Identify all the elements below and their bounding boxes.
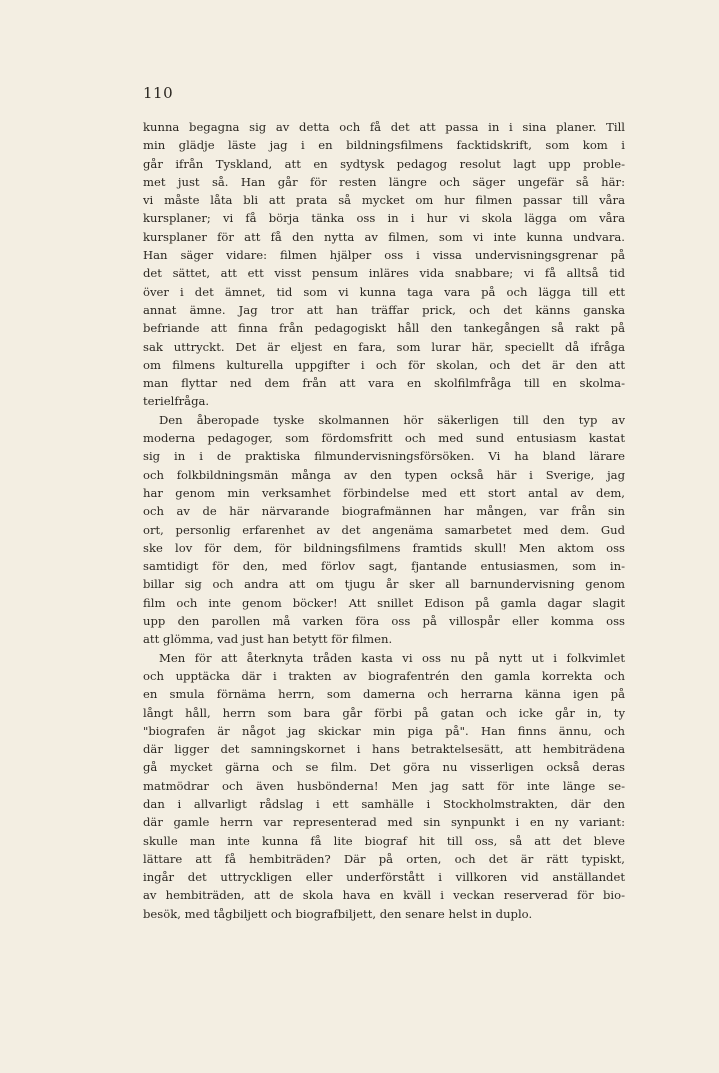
text-line: vi måste låta bli att prata så mycket om hur filmen passar till våra <box>143 193 625 208</box>
text-line: befriande att finna från pedagogiskt håll den tankegången så rakt på <box>143 321 625 336</box>
text-line: ingår det uttryckligen eller underförstått i villkoren vid anställandet <box>143 870 625 885</box>
text-line: kursplaner; vi få börja tänka oss in i hur vi skola lägga om våra <box>143 211 625 226</box>
paragraph <box>143 411 625 649</box>
text-line: en smula förnäma herrn, som damerna och herrarna känna igen på <box>143 687 625 702</box>
text-line: Den åberopade tyske skolmannen hör säkerligen till den typ av <box>159 412 625 427</box>
text-line: met just så. Han går för resten längre och säger ungefär så här: <box>143 174 625 189</box>
body-text <box>143 118 625 923</box>
text-line: samtidigt för den, med förlov sagt, fjantande entusiasmen, som in- <box>143 559 625 574</box>
text-line: min glädje läste jag i en bildningsfilmens facktidskrift, som kom i <box>143 138 625 153</box>
text-line: film och inte genom böcker! Att snillet Edison på gamla dagar slagit <box>143 595 625 610</box>
text-line: och upptäcka där i trakten av biografentrén den gamla korrekta och <box>143 668 625 683</box>
text-line: kursplaner för att få den nytta av filmen, som vi inte kunna undvara. <box>143 229 625 244</box>
text-line: det sättet, att ett visst pensum inläres vida snabbare; vi få alltså tid <box>143 266 625 281</box>
text-line: gå mycket gärna och se film. Det göra nu visserligen också deras <box>143 760 625 775</box>
text-line: lättare att få hembiträden? Där på orten, och det är rätt typiskt, <box>143 851 625 866</box>
text-line: matmödrar och även husbönderna! Men jag satt för inte länge se- <box>143 778 625 793</box>
page-number: 110 <box>143 84 174 102</box>
paragraph <box>143 649 625 923</box>
text-line: upp den parollen må varken föra oss på villospår eller komma oss <box>143 614 625 629</box>
text-line: att glömma, vad just han betytt för filmen. <box>143 632 393 647</box>
text-line: går ifrån Tyskland, att en sydtysk pedagog resolut lagt upp proble- <box>143 156 625 171</box>
text-line: och folkbildningsmän många av den typen också här i Sverige, jag <box>143 467 625 482</box>
text-line: man flyttar ned dem från att vara en skolfilmfråga till en skolma- <box>143 376 625 391</box>
text-line: och av de här närvarande biografmännen har mången, var från sin <box>143 504 625 519</box>
text-line: sak uttryckt. Det är eljest en fara, som lurar här, speciellt då ifråga <box>143 339 625 354</box>
text-line: sig in i de praktiska filmundervisningsförsöken. Vi ha bland lärare <box>143 449 625 464</box>
text-line: långt håll, herrn som bara går förbi på gatan och icke går in, ty <box>143 705 625 720</box>
text-line: där gamle herrn var representerad med sin synpunkt i en ny variant: <box>143 815 625 830</box>
text-line: om filmens kulturella uppgifter i och för skolan, och det är den att <box>143 357 625 372</box>
text-line: annat ämne. Jag tror att han träffar prick, och det känns ganska <box>143 302 625 317</box>
text-line: av hembiträden, att de skola hava en kväll i veckan reserverad för bio- <box>143 888 625 903</box>
text-line: moderna pedagoger, som fördomsfritt och med sund entusiasm kastat <box>143 431 625 446</box>
text-line: ske lov för dem, för bildningsfilmens framtids skull! Men aktom oss <box>143 540 625 555</box>
text-line: skulle man inte kunna få lite biograf hit till oss, så att det bleve <box>143 833 625 848</box>
text-line: ort, personlig erfarenhet av det angenäma samarbetet med dem. Gud <box>143 522 625 537</box>
text-line: har genom min verksamhet förbindelse med ett stort antal av dem, <box>143 485 625 500</box>
text-line: kunna begagna sig av detta och få det att passa in i sina planer. Till <box>143 120 625 134</box>
text-line: dan i allvarligt rådslag i ett samhälle i Stockholmstrakten, där den <box>143 796 625 811</box>
paragraph <box>143 118 625 411</box>
text-line: billar sig och andra att om tjugu år sker all barnundervisning genom <box>143 577 625 592</box>
text-line: terielfråga. <box>143 394 210 409</box>
text-line: där ligger det samningskornet i hans betraktelsesätt, att hembiträdena <box>143 742 625 757</box>
text-line: "biografen är något jag skickar min piga på". Han finns ännu, och <box>143 723 625 738</box>
text-line: Han säger vidare: filmen hjälper oss i vissa undervisningsgrenar på <box>143 248 625 263</box>
text-line: besök, med tågbiljett och biografbiljett, den senare helst in duplo. <box>143 906 533 921</box>
text-line: Men för att återknyta tråden kasta vi oss nu på nytt ut i folkvimlet <box>159 650 625 665</box>
text-line: över i det ämnet, tid som vi kunna taga vara på och lägga till ett <box>143 284 625 299</box>
